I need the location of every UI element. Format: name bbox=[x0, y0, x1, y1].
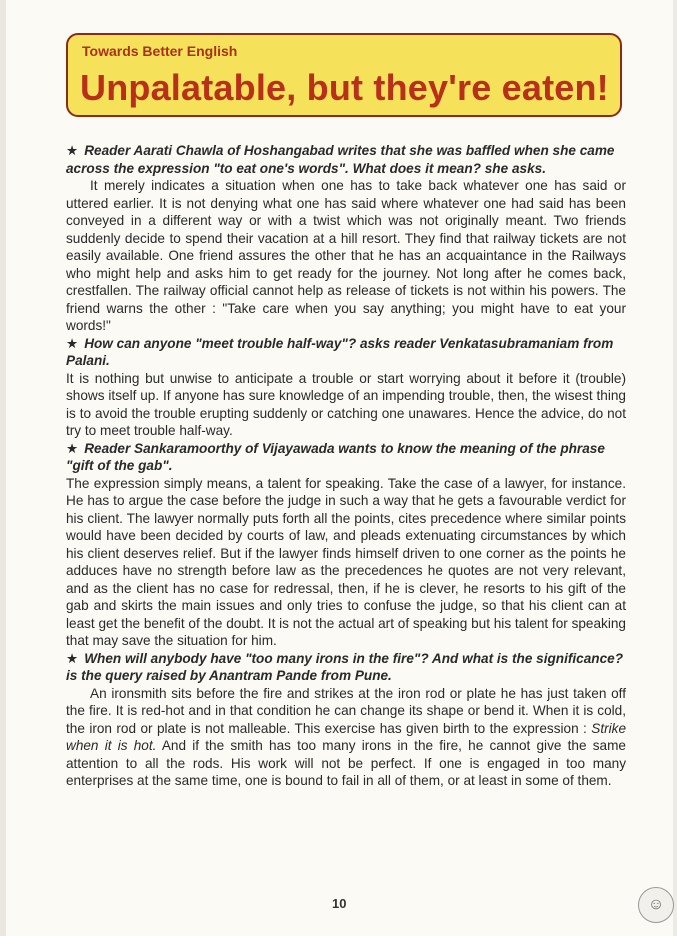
page-number: 10 bbox=[332, 896, 347, 911]
answer-2: It is nothing but unwise to anticipate a trouble or start worrying about it before it (trouble) shows itself up. If anyone has sure knowledge of an impending trouble, then, the wisest thing is to avoid the trouble erupting suddenly or catching one unawares. Hence the advice, do not try to meet trouble half-way. bbox=[66, 370, 626, 438]
title-banner bbox=[66, 33, 622, 117]
answer-1: It merely indicates a situation when one has to take back whatever one has said or uttered earlier. It is not denying what one has said where whatever one had said has been conveyed in a different way or with a twist which was not originally meant. Two friends suddenly decide to spend their vacation at a hill resort. They find that railway tickets are not easily available. One friend assures the other that he has an acquaintance in the Railways who might help and asks him to get ready for the journey. Not long after he comes back, crestfallen. The railway official cannot help as release of tickets is not within his powers. The friend warns the other : "Take care when you say anything; you might have to eat your words!" bbox=[66, 178, 626, 333]
star-icon: ★ bbox=[66, 650, 79, 666]
star-icon: ★ bbox=[66, 143, 79, 158]
column-kicker: Towards Better English bbox=[82, 43, 238, 59]
star-icon: ★ bbox=[66, 335, 79, 351]
star-icon: ★ bbox=[66, 440, 79, 456]
question-4: ★ When will anybody have "too many irons in the fire"? And what is the significance? is the query raised by Anantram Pande from Pune. bbox=[66, 650, 624, 683]
question-2: ★ How can anyone "meet trouble half-way"? asks reader Venkatasubramaniam from Palani. bbox=[66, 335, 614, 368]
question-1: ★ Reader Aarati Chawla of Hoshangabad writes that she was baffled when she came across the expression "to eat one's words". What does it mean? she asks. bbox=[66, 143, 615, 176]
library-stamp-icon: ☺ bbox=[638, 887, 674, 923]
article-body bbox=[66, 142, 626, 790]
emphasized-expression: Strike when it is hot. bbox=[66, 720, 626, 753]
answer-3: The expression simply means, a talent for speaking. Take the case of a lawyer, for instance. He has to argue the case before the judge in such a way that he gets a favourable verdict for his client. The lawyer normally puts forth all the points, cites precedence where similar points would have been decided by courts of law, and pleads extenuating circumstances by which his client deserves relief. But if the lawyer finds himself driven to one corner as the points he adduces have no strength before law as the precedences he quotes are not very relevant, and as the client has no case for redressal, then, if he is clever, he resorts to his gift of the gab and skirts the main issues and only tries to confuse the judge, so that his client can at least get the benefit of the doubt. It is not the actual art of speaking but his talent for speaking that may save the situation for him. bbox=[66, 475, 626, 648]
question-3: ★ Reader Sankaramoorthy of Vijayawada wants to know the meaning of the phrase "gift of the gab". bbox=[66, 440, 605, 473]
page-title: Unpalatable, but they're eaten! bbox=[80, 67, 609, 108]
answer-4: An ironsmith sits before the fire and strikes at the iron rod or plate he has just taken off the fire. It is red-hot and in that condition he can change its shape or bend it. When it is cold, the iron rod or plate is not malleable. This exercise has given birth to the expression : Strike when it is hot. And if the smith has too many irons in the fire, he cannot give the same attention to all the rods. His work will not be perfect. If one is engaged in too many enterprises at the same time, one is bound to fail in all of them, or at least in some of them. bbox=[66, 685, 626, 788]
